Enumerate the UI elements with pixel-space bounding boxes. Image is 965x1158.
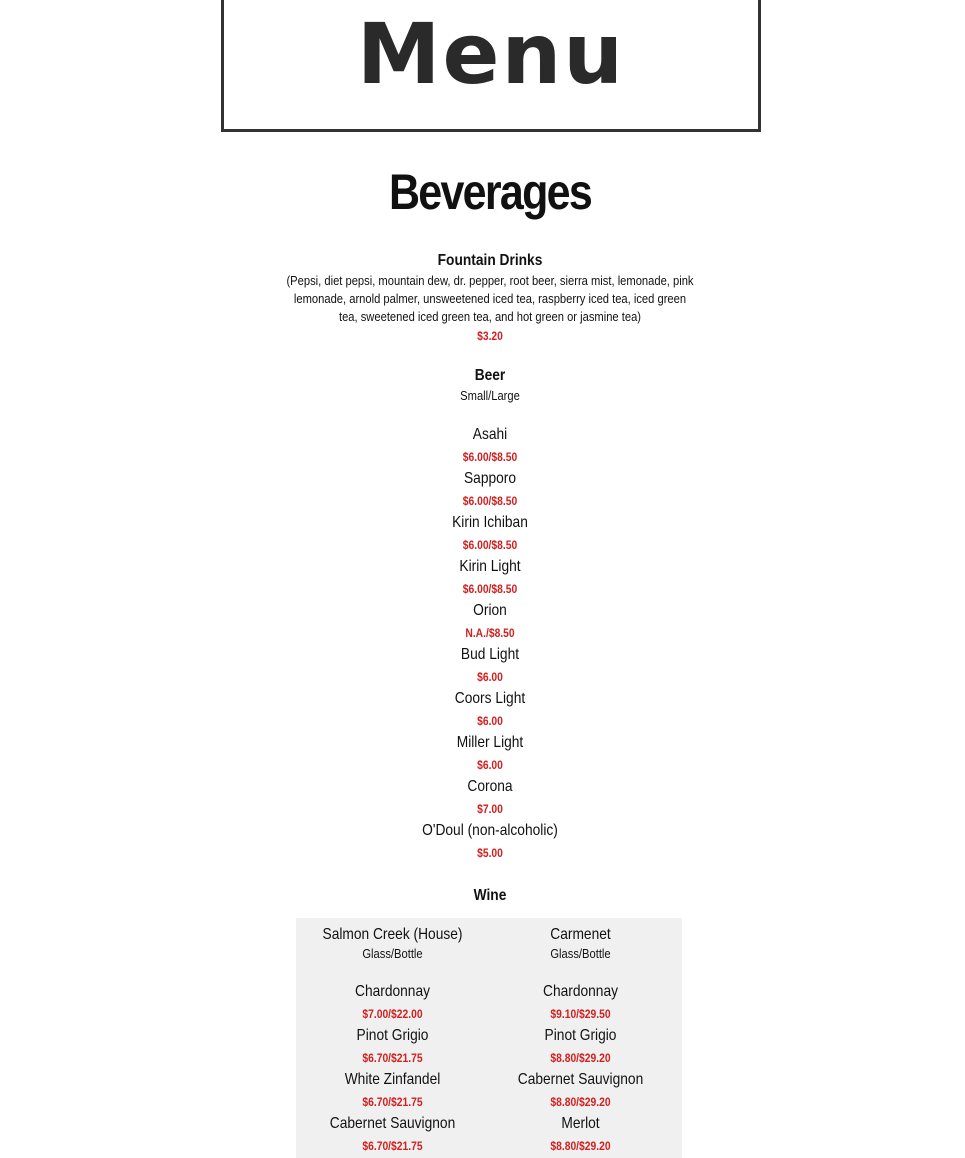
- list-item: [69, 776, 912, 820]
- wine-brand-name: Salmon Creek (House): [322, 926, 463, 943]
- beer-subtitle: Small/Large: [460, 388, 520, 403]
- beer-name: Coors Light: [454, 690, 526, 707]
- fountain-drinks-block: [69, 250, 912, 346]
- wine-price: $9.10/$29.50: [550, 1007, 611, 1021]
- list-item: [498, 1069, 664, 1113]
- beer-price: $6.00: [477, 714, 503, 728]
- wine-price: $6.70/$21.75: [362, 1139, 423, 1153]
- wine-panel: [296, 918, 682, 1158]
- wine-column-salmon-creek: [310, 918, 476, 1157]
- fountain-drinks-title: Fountain Drinks: [437, 252, 543, 269]
- wine-brand-subtitle: Glass/Bottle: [550, 946, 611, 961]
- beer-list: [69, 424, 912, 864]
- wine-brand-name: Carmenet: [550, 926, 611, 943]
- wine-column-carmenet: [498, 918, 664, 1157]
- wine-price: $8.80/$29.20: [550, 1139, 611, 1153]
- list-item: [69, 512, 912, 556]
- beer-name: Kirin Light: [459, 558, 521, 575]
- wine-block: [69, 885, 912, 907]
- list-item: [69, 424, 912, 468]
- list-item: [69, 732, 912, 776]
- wine-name: Chardonnay: [543, 983, 618, 1000]
- section-title: Beverages: [388, 164, 592, 220]
- beer-price: $6.00: [477, 758, 503, 772]
- beer-price: $7.00: [477, 802, 503, 816]
- list-item: [69, 556, 912, 600]
- fountain-drinks-price: $3.20: [477, 329, 503, 343]
- wine-price: $6.70/$21.75: [362, 1095, 423, 1109]
- fountain-drinks-description: (Pepsi, diet pepsi, mountain dew, dr. pepper, root beer, sierra mist, lemonade, pink lemonade, arnold palmer, unsweetened iced tea, raspberry iced tea, iced green tea, sweetened iced green tea, and hot green or jasmine tea): [286, 273, 694, 324]
- list-item: [498, 1025, 664, 1069]
- wine-price: $7.00/$22.00: [362, 1007, 423, 1021]
- wine-name: Cabernet Sauvignon: [517, 1071, 644, 1088]
- beer-name: Bud Light: [460, 646, 520, 663]
- list-item: [69, 600, 912, 644]
- wine-brand-header: [498, 924, 664, 962]
- beer-price: $6.00/$8.50: [462, 582, 518, 596]
- beer-name: O'Doul (non-alcoholic): [422, 822, 558, 839]
- list-item: [69, 688, 912, 732]
- beer-name: Miller Light: [456, 734, 524, 751]
- wine-name: Pinot Grigio: [356, 1027, 429, 1044]
- wine-price: $6.70/$21.75: [362, 1051, 423, 1065]
- wine-name: Merlot: [561, 1115, 600, 1132]
- list-item: [310, 1113, 476, 1157]
- beer-title: Beer: [474, 367, 506, 384]
- beer-block: [69, 365, 912, 405]
- wine-brand-subtitle: Glass/Bottle: [362, 946, 423, 961]
- wine-name: Cabernet Sauvignon: [329, 1115, 456, 1132]
- beer-price: $5.00: [477, 846, 503, 860]
- beer-name: Orion: [473, 602, 507, 619]
- list-item: [498, 981, 664, 1025]
- list-item: [69, 644, 912, 688]
- list-item: [69, 468, 912, 512]
- list-item: [69, 820, 912, 864]
- list-item: [310, 1069, 476, 1113]
- beer-price: $6.00/$8.50: [462, 538, 518, 552]
- beer-name: Corona: [467, 778, 513, 795]
- menu-header-box: [221, 0, 761, 132]
- wine-name: White Zinfandel: [344, 1071, 441, 1088]
- beer-price: $6.00: [477, 670, 503, 684]
- list-item: [310, 1025, 476, 1069]
- wine-price: $8.80/$29.20: [550, 1095, 611, 1109]
- menu-title: Menu: [356, 5, 626, 103]
- beer-name: Sapporo: [463, 470, 517, 487]
- wine-price: $8.80/$29.20: [550, 1051, 611, 1065]
- beer-price: $6.00/$8.50: [462, 494, 518, 508]
- list-item: [310, 981, 476, 1025]
- wine-name: Chardonnay: [355, 983, 430, 1000]
- wine-brand-header: [310, 924, 476, 962]
- beer-price: $6.00/$8.50: [462, 450, 518, 464]
- wine-title: Wine: [473, 887, 507, 904]
- list-item: [498, 1113, 664, 1157]
- wine-name: Pinot Grigio: [544, 1027, 617, 1044]
- beer-name: Kirin Ichiban: [452, 514, 528, 531]
- beer-price: N.A./$8.50: [465, 626, 515, 640]
- beer-name: Asahi: [472, 426, 508, 443]
